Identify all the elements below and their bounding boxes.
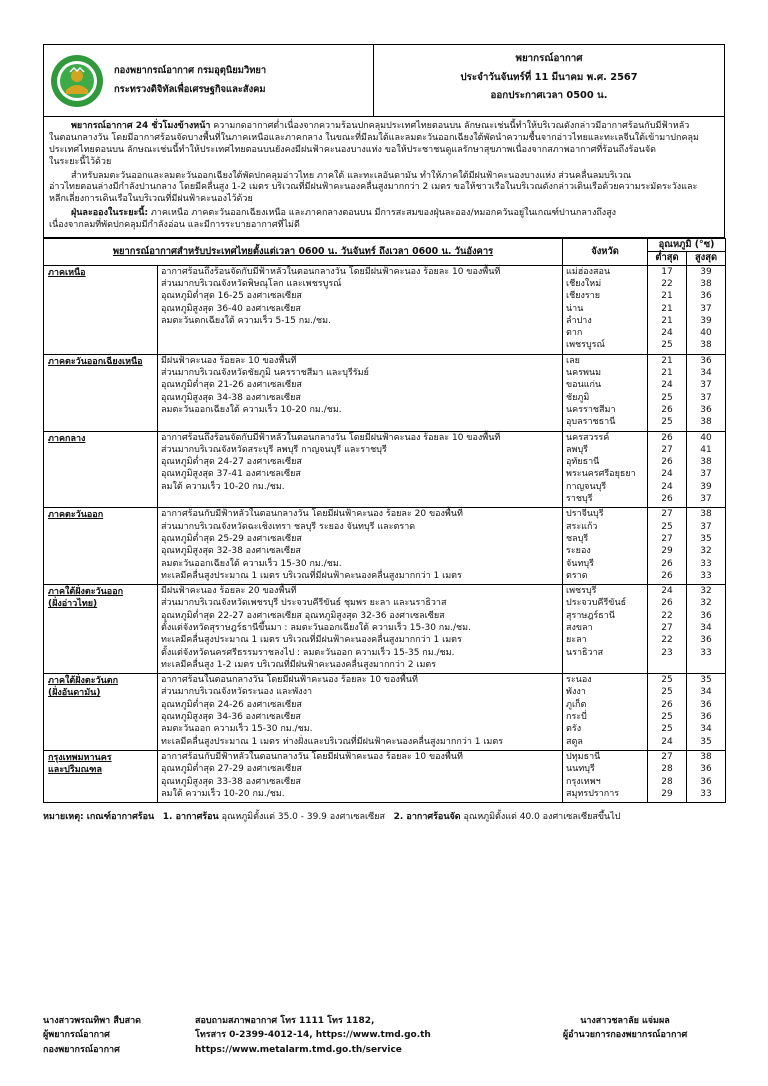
contact-fax-web: โทรสาร 0-2399-4012-14, https://www.tmd.go.th [195,1030,431,1041]
max-temp: 37 [700,380,712,391]
province-name: ลพบุรี [566,444,589,455]
region-name-line: ภาคเหนือ [48,267,86,278]
forecast-line: อุณหภูมิต่ำสุด 16-25 องศาเซลเซียส [161,291,302,302]
region-name [44,674,158,751]
min-temp: 17 [661,266,673,277]
max-temp: 37 [700,303,712,314]
min-temp: 21 [661,315,673,326]
province-name-column [563,431,648,508]
province-name: กาญจนบุรี [566,481,607,492]
forecast-line: อุณหภูมิต่ำสุด 25-29 องศาเซลเซียส [161,533,302,544]
max-temp: 38 [700,340,712,351]
forecast-line: อากาศร้อนกับมีฟ้าหลัวในตอนกลางวัน โดยมีฝนฟ้าคะนอง ร้อยละ 10 ของพื้นที่ [161,751,463,762]
max-temp-column [687,750,726,802]
forecast-line: อุณหภูมิต่ำสุด 27-29 องศาเซลเซียส [161,764,302,775]
forecast-line: ตั้งแต่จังหวัดนครศรีธรรมราชลงไป : ลมตะวันออก ความเร็ว 15-35 กม./ชม. [161,647,455,658]
max-temp: 40 [700,328,712,339]
table-row [44,265,726,354]
region-forecast [158,354,563,431]
region-name [44,585,158,674]
region-name-line: (ฝั่งอันดามัน) [48,688,101,699]
min-temp: 21 [661,355,673,366]
province-name: เพชรบูรณ์ [566,340,605,351]
province-name: ภูเก็ต [566,699,587,710]
table-header-min: ต่ำสุด [648,252,687,265]
forecast-line: อุณหภูมิต่ำสุด 22-27 องศาเซลเซียส อุณหภูมิสูงสุด 32-36 องศาเซลเซียส [161,610,445,621]
province-name: แม่ฮ่องสอน [566,266,611,277]
province-name: ชัยภูมิ [566,392,590,403]
province-name: อุบลราชธานี [566,417,616,428]
max-temp-column [687,265,726,354]
province-name: นครราชสีมา [566,404,616,415]
director-signature [525,1014,725,1057]
document-header [43,44,725,117]
forecast-line: อากาศร้อนกับมีฟ้าหลัวในตอนกลางวัน โดยมีฝนฟ้าคะนอง ร้อยละ 20 ของพื้นที่ [161,509,463,520]
max-temp: 36 [700,291,712,302]
province-name: ตรัง [566,724,582,735]
forecast-line: ทะเลมีคลื่นสูงประมาณ 1 เมตร บริเวณที่มีฝนฟ้าคะนองคลื่นสูงมากกว่า 1 เมตร [161,570,462,581]
forecast-line: ลมใต้ ความเร็ว 10-20 กม./ชม. [161,481,285,492]
min-temp: 26 [661,494,673,505]
forecast-line: อุณหภูมิสูงสุด 34-36 องศาเซลเซียส [161,712,301,723]
province-name: เลย [566,355,580,366]
table-row [44,508,726,585]
min-temp: 29 [661,788,673,799]
province-name: เชียงใหม่ [566,278,602,289]
note-item1-text: อุณหภูมิตั้งแต่ 35.0 - 39.9 องศาเซลเซียส [221,812,385,823]
min-temp: 25 [661,675,673,686]
max-temp-column [687,674,726,751]
max-temp: 32 [700,598,712,609]
max-temp: 40 [700,432,712,443]
forecast-body [44,265,726,802]
wave-text-2: อ่าวไทยตอนล่างมีกำลังปานกลาง โดยมีคลื่นสูง 1-2 เมตร บริเวณที่มีฝนฟ้าคะนองคลื่นสูงมากกว่า 2 เมตร ขอให้ชาวเรือในบริเวณดังกล่าวเดินเรือด้วยความระมัดระวังและ [49,182,698,193]
forecast-line: อุณหภูมิสูงสุด 32-38 องศาเซลเซียส [161,546,301,557]
director-role: ผู้อำนวยการกองพยากรณ์อากาศ [562,1030,688,1041]
heat-criteria-note [43,812,725,824]
summary-text-1: ความกดอากาศต่ำเนื่องจากความร้อนปกคลุมประเทศไทยตอนบน ลักษณะเช่นนี้ทำให้บริเวณดังกล่าวมีอากาศร้อนกับมีฟ้าหลัว [210,121,690,131]
forecaster-signature [43,1014,195,1057]
forecast-line: ส่วนมากบริเวณจังหวัดสระบุรี ลพบุรี กาญจนบุรี และราชบุรี [161,444,387,455]
region-name-line: และปริมณฑล [48,764,102,775]
min-temp: 26 [661,432,673,443]
min-temp: 24 [661,469,673,480]
dust-text-2: เนื่องจากลมที่พัดปกคลุมมีกำลังอ่อน และมีการระบายอากาศที่ไม่ดี [49,220,300,230]
max-temp: 34 [700,623,712,633]
min-temp: 27 [661,623,673,633]
max-temp: 38 [700,278,712,289]
province-name: นนทบุรี [566,764,595,775]
province-name: นครพนม [566,368,602,379]
province-name: ลำปาง [566,315,592,326]
org-line-1: กองพยากรณ์อากาศ กรมอุตุนิยมวิทยา [114,65,267,77]
wave-text-1: สำหรับลมตะวันออกและลมตะวันออกเฉียงใต้พัดปกคลุมอ่าวไทย ภาคใต้ และทะเลอันดามัน ทำให้ภาคใต้มีฝนฟ้าคะนองบางแห่ง ส่วนคลื่นลมบริเวณ [71,170,632,181]
note-label: หมายเหตุ: เกณฑ์อากาศร้อน [43,812,155,823]
province-name: นครสวรรค์ [566,432,610,443]
dust-text-1: ภาคเหนือ ภาคตะวันออกเฉียงเหนือ และภาคกลางตอนบน มีการสะสมของฝุ่นละออง/หมอกควันอยู่ในเกณฑ์ปานกลางถึงสูง [148,208,617,219]
region-name [44,265,158,354]
min-temp: 24 [661,736,673,747]
min-temp: 24 [661,380,673,391]
region-name [44,354,158,431]
province-name: กระบี่ [566,712,587,723]
forecast-line: ทะเลมีคลื่นสูงประมาณ 1 เมตร บริเวณที่มีฝนฟ้าคะนองคลื่นสูงมากกว่า 1 เมตร [161,635,462,646]
province-name: พังงา [566,687,586,698]
min-temp-column [648,674,687,751]
forecast-line: ส่วนมากบริเวณจังหวัดพิษณุโลก และเพชรบูรณ์ [161,278,342,289]
forecast-line: ทะเลมีคลื่นสูง 1-2 เมตร บริเวณที่มีฝนฟ้าคะนองคลื่นสูงมากกว่า 2 เมตร [161,659,437,670]
province-name: ระยอง [566,546,591,557]
forecast-line: ลมใต้ ความเร็ว 10-20 กม./ชม. [161,788,285,799]
province-name: ปราจีนบุรี [566,509,604,520]
forecast-line: ส่วนมากบริเวณจังหวัดเพชรบุรี ประจวบคีรีขันธ์ ชุมพร ยะลา และนราธิวาส [161,598,447,609]
province-name: ยะลา [566,635,587,646]
regional-forecast-table [43,238,726,803]
province-name: ราชบุรี [566,494,593,505]
max-temp: 38 [700,457,712,468]
min-temp-column [648,585,687,674]
province-name: นราธิวาส [566,647,604,658]
max-temp: 36 [700,610,712,621]
max-temp: 35 [700,675,712,686]
summary-text-2: ในตอนกลางวัน โดยมีอากาศร้อนจัดบางพื้นที่ในภาคเหนือและภาคกลาง ในขณะที่มีลมใต้และลมตะวันออกเฉียงใต้พัดนำความชื้นจากอ่าวไทยและทะเลจีนใต้เข้ามาปกคลุม [49,132,699,143]
forecast-line: ส่วนมากบริเวณจังหวัดชัยภูมิ นครราชสีมา และบุรีรัมย์ [161,368,369,379]
min-temp: 25 [661,687,673,698]
max-temp: 39 [700,266,712,277]
province-name-column [563,508,648,585]
min-temp: 25 [661,521,673,532]
max-temp: 41 [700,444,712,455]
region-forecast [158,431,563,508]
max-temp: 37 [700,494,712,505]
province-name: ประจวบคีรีขันธ์ [566,598,627,609]
region-name-line: ภาคตะวันออกเฉียงเหนือ [48,356,143,367]
min-temp: 23 [661,647,673,658]
province-name: ขอนแก่น [566,380,602,391]
max-temp: 38 [700,417,712,428]
province-name: เชียงราย [566,291,601,302]
forecast-line: อุณหภูมิสูงสุด 34-38 องศาเซลเซียส [161,392,301,403]
issue-time: ออกประกาศเวลา 0500 น. [490,90,608,102]
min-temp: 28 [661,764,673,775]
document-title: พยากรณ์อากาศ [515,53,583,64]
min-temp: 25 [661,712,673,723]
forecaster-division: กองพยากรณ์อากาศ [43,1044,120,1055]
region-forecast [158,585,563,674]
min-temp: 24 [661,586,673,597]
min-temp: 27 [661,751,673,762]
forecast-page [43,44,725,824]
min-temp: 24 [661,328,673,339]
region-name-line: ภาคใต้ฝั่งตะวันตก [48,676,119,687]
min-temp: 26 [661,570,673,581]
forecast-line: อากาศร้อนในตอนกลางวัน โดยมีฝนฟ้าคะนอง ร้อยละ 10 ของพื้นที่ [161,675,418,686]
max-temp: 33 [700,788,712,799]
region-forecast [158,750,563,802]
max-temp: 33 [700,647,712,658]
min-temp: 24 [661,481,673,492]
forecast-line: มีฝนฟ้าคะนอง ร้อยละ 10 ของพื้นที่ [161,355,297,366]
max-temp-column [687,508,726,585]
intro-section [43,117,725,238]
max-temp: 39 [700,481,712,492]
min-temp: 26 [661,404,673,415]
table-row [44,585,726,674]
department-logo-icon [50,54,104,108]
max-temp: 34 [700,687,712,698]
province-name-column [563,354,648,431]
min-temp: 25 [661,417,673,428]
document-footer [43,1014,725,1057]
region-name [44,508,158,585]
min-temp: 26 [661,699,673,710]
max-temp: 34 [700,724,712,735]
table-row [44,750,726,802]
max-temp-column [687,585,726,674]
region-name-line: กรุงเทพมหานคร [48,752,112,763]
min-temp: 26 [661,558,673,569]
wave-summary [49,171,719,207]
forecaster-role: ผู้พยากรณ์อากาศ [43,1030,110,1041]
forecast-line: อุณหภูมิสูงสุด 37-41 องศาเซลเซียส [161,469,301,480]
region-name-line: ภาคใต้ฝั่งตะวันออก [48,587,124,598]
max-temp: 38 [700,509,712,520]
min-temp: 27 [661,444,673,455]
forecast-summary [49,121,719,169]
region-name [44,750,158,802]
wave-text-3: หลีกเลี่ยงการเดินเรือในบริเวณที่มีฝนฟ้าคะนองไว้ด้วย [49,194,253,205]
forecast-summary-label: พยากรณ์อากาศ 24 ชั่วโมงข้างหน้า [71,121,211,131]
table-header-province: จังหวัด [563,238,648,265]
forecast-line: อุณหภูมิต่ำสุด 21-26 องศาเซลเซียส [161,380,302,391]
contact-info [195,1014,525,1057]
forecast-line: มีฝนฟ้าคะนอง ร้อยละ 20 ของพื้นที่ [161,586,297,597]
province-name: กรุงเทพฯ [566,776,601,787]
province-name: สงขลา [566,623,593,633]
max-temp: 37 [700,469,712,480]
forecast-line: ส่วนมากบริเวณจังหวัดระนอง และพังงา [161,687,313,698]
max-temp: 36 [700,635,712,646]
note-item2-text: อุณหภูมิตั้งแต่ 40.0 องศาเซลเซียสขึ้นไป [463,812,621,823]
min-temp-column [648,265,687,354]
max-temp: 36 [700,764,712,775]
region-forecast [158,674,563,751]
contact-phone: สอบถามสภาพอากาศ โทร 1111 โทร 1182, [195,1016,375,1026]
province-name: ตาก [566,328,583,339]
province-name: สระแก้ว [566,521,598,532]
forecast-line: ลมตะวันตกเฉียงใต้ ความเร็ว 5-15 กม./ชม. [161,315,331,326]
max-temp: 35 [700,533,712,544]
min-temp: 28 [661,776,673,787]
region-name [44,431,158,508]
max-temp: 39 [700,315,712,326]
province-name: อุทัยธานี [566,457,600,468]
min-temp: 26 [661,457,673,468]
min-temp-column [648,750,687,802]
max-temp: 36 [700,776,712,787]
province-name-column [563,674,648,751]
organization-name [114,62,266,99]
forecast-line: อุณหภูมิสูงสุด 33-38 องศาเซลเซียส [161,776,301,787]
province-name: สตูล [566,736,583,747]
min-temp: 27 [661,533,673,544]
min-temp: 22 [661,610,673,621]
region-name-line: ภาคตะวันออก [48,510,104,521]
province-name: เพชรบุรี [566,586,597,597]
forecast-line: ลมตะวันออกเฉียงใต้ ความเร็ว 10-20 กม./ชม. [161,404,342,415]
max-temp: 37 [700,392,712,403]
max-temp: 35 [700,736,712,747]
min-temp: 25 [661,724,673,735]
summary-text-3: ประเทศไทยตอนบน ลักษณะเช่นนี้ทำให้ประเทศไทยตอนบนยังคงมีฝนฟ้าคะนองบางแห่ง ขอให้ประชาชนดูแลรักษาสุขภาพเนื่องจากสภาพอากาศที่ร้อนถึงร้อนจัด [49,144,657,155]
min-temp: 29 [661,546,673,557]
max-temp: 37 [700,521,712,532]
forecast-line: อุณหภูมิต่ำสุด 24-26 องศาเซลเซียส [161,699,302,710]
region-forecast [158,265,563,354]
max-temp-column [687,354,726,431]
province-name: พระนครศรีอยุธยา [566,469,636,480]
max-temp-column [687,431,726,508]
min-temp-column [648,354,687,431]
province-name: สมุทรปราการ [566,788,620,799]
dust-summary [49,208,719,232]
province-name: ระนอง [566,675,592,686]
header-org-block [44,45,374,116]
dust-label: ฝุ่นละอองในระยะนี้: [71,208,149,219]
forecast-line: อุณหภูมิต่ำสุด 24-27 องศาเซลเซียส [161,457,302,468]
director-name: นางสาวชลาลัย แจ่มผล [580,1016,670,1026]
min-temp: 25 [661,392,673,403]
max-temp: 36 [700,699,712,710]
min-temp-column [648,508,687,585]
contact-service-url: https://www.metalarm.tmd.go.th/service [195,1044,402,1055]
min-temp: 21 [661,368,673,379]
province-name-column [563,750,648,802]
region-name-line: ภาคกลาง [48,433,86,444]
summary-text-4: ในระยะนี้ไว้ด้วย [49,156,112,167]
province-name: ชลบุรี [566,533,589,544]
region-forecast [158,508,563,585]
note-item1-label: 1. อากาศร้อน [162,812,219,823]
min-temp: 27 [661,509,673,520]
table-row [44,431,726,508]
table-header-max: สูงสุด [687,252,726,265]
table-header-forecast: พยากรณ์อากาศสำหรับประเทศไทยตั้งแต่เวลา 0600 น. วันจันทร์ ถึงเวลา 0600 น. วันอังคาร [44,238,563,265]
province-name-column [563,265,648,354]
table-row [44,354,726,431]
min-temp: 22 [661,278,673,289]
province-name: สุราษฎร์ธานี [566,610,615,621]
province-name: ตราด [566,570,588,581]
forecast-line: ทะเลมีคลื่นสูงประมาณ 1 เมตร ห่างฝั่งและบริเวณที่มีฝนฟ้าคะนองคลื่นสูงมากกว่า 1 เมตร [161,736,504,747]
forecast-line: ส่วนมากบริเวณจังหวัดฉะเชิงเทรา ชลบุรี ระยอง จันทบุรี และตราด [161,521,416,532]
province-name-column [563,585,648,674]
min-temp-column [648,431,687,508]
forecaster-name: นางสาวพรณทิพา สืบสาด [43,1016,141,1026]
max-temp: 38 [700,751,712,762]
forecast-line: อุณหภูมิสูงสุด 36-40 องศาเซลเซียส [161,303,301,314]
min-temp: 22 [661,635,673,646]
forecast-line: อากาศร้อนถึงร้อนจัดกับมีฟ้าหลัวในตอนกลางวัน โดยมีฝนฟ้าคะนอง ร้อยละ 10 ของพื้นที่ [161,432,501,443]
forecast-line: ลมตะวันออกเฉียงใต้ ความเร็ว 15-30 กม./ชม. [161,558,342,569]
province-name: น่าน [566,303,584,314]
province-name: จันทบุรี [566,558,594,569]
min-temp: 21 [661,303,673,314]
forecast-line: ลมตะวันออก ความเร็ว 15-30 กม./ชม. [161,724,313,735]
note-item2-label: 2. อากาศร้อนจัด [393,812,461,823]
max-temp: 33 [700,570,712,581]
min-temp: 26 [661,598,673,609]
max-temp: 36 [700,355,712,366]
max-temp: 36 [700,712,712,723]
forecast-line: อากาศร้อนถึงร้อนจัดกับมีฟ้าหลัวในตอนกลางวัน โดยมีฝนฟ้าคะนอง ร้อยละ 10 ของพื้นที่ [161,266,501,277]
max-temp: 33 [700,558,712,569]
max-temp: 32 [700,586,712,597]
min-temp: 25 [661,340,673,351]
max-temp: 36 [700,404,712,415]
province-name: ปทุมธานี [566,751,601,762]
region-name-line: (ฝั่งอ่าวไทย) [48,598,98,609]
table-row [44,674,726,751]
max-temp: 32 [700,546,712,557]
forecast-line: ตั้งแต่จังหวัดสุราษฎร์ธานีขึ้นมา : ลมตะวันออกเฉียงใต้ ความเร็ว 15-30 กม./ชม. [161,623,471,633]
org-line-2: กระทรวงดิจิทัลเพื่อเศรษฐกิจและสังคม [114,83,266,95]
document-date: ประจำวันจันทร์ที่ 11 มีนาคม พ.ศ. 2567 [460,71,638,83]
min-temp: 21 [661,291,673,302]
table-header-temperature: อุณหภูมิ (°ซ) [648,238,726,251]
max-temp: 34 [700,368,712,379]
header-title-block [374,45,724,116]
